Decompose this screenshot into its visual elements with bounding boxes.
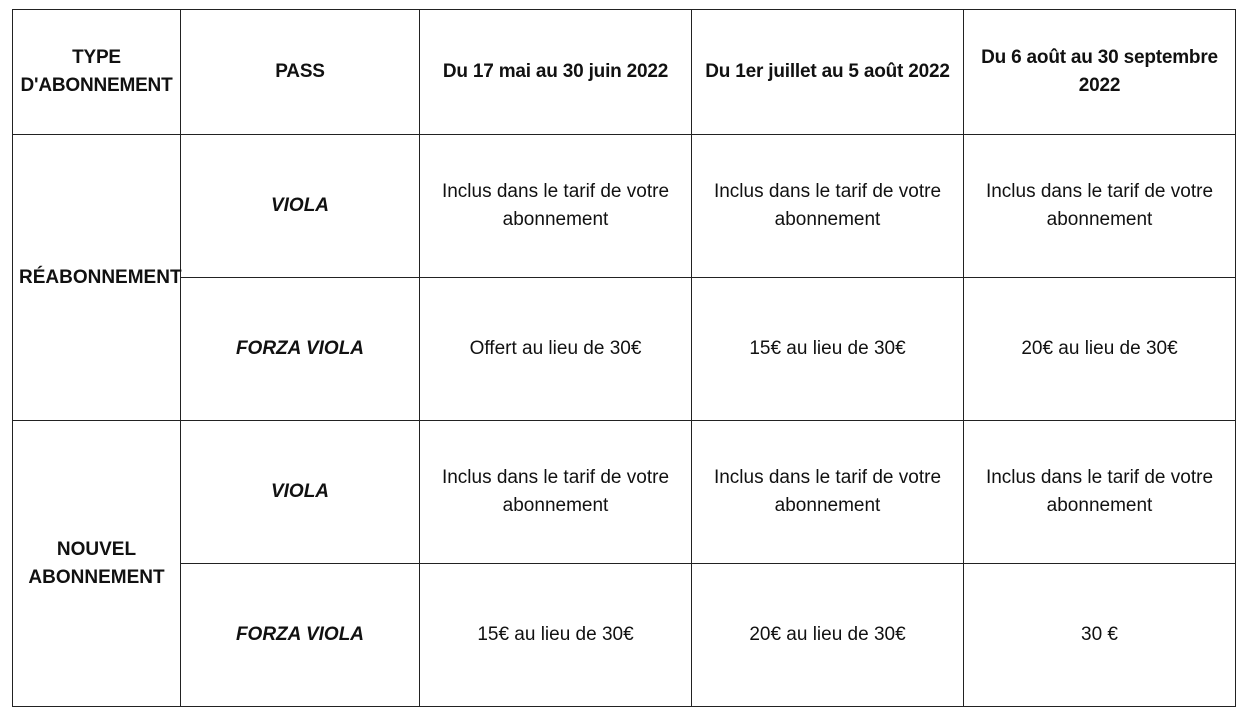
header-type: TYPE D'ABONNEMENT bbox=[13, 10, 181, 135]
price-cell: Offert au lieu de 30€ bbox=[420, 278, 692, 421]
table-row bbox=[13, 278, 1236, 421]
price-cell: Inclus dans le tarif de votre abonnement bbox=[692, 135, 964, 278]
price-cell: 15€ au lieu de 30€ bbox=[420, 564, 692, 707]
header-row bbox=[13, 10, 1236, 135]
table-row bbox=[13, 564, 1236, 707]
type-reabonnement: RÉABONNEMENT bbox=[13, 135, 181, 421]
pass-label: VIOLA bbox=[181, 421, 420, 564]
price-cell: 30 € bbox=[964, 564, 1236, 707]
pass-label: VIOLA bbox=[181, 135, 420, 278]
pass-label: FORZA VIOLA bbox=[181, 564, 420, 707]
price-cell: Inclus dans le tarif de votre abonnement bbox=[692, 421, 964, 564]
price-cell: 15€ au lieu de 30€ bbox=[692, 278, 964, 421]
table-row bbox=[13, 135, 1236, 278]
price-cell: Inclus dans le tarif de votre abonnement bbox=[964, 421, 1236, 564]
price-cell: 20€ au lieu de 30€ bbox=[964, 278, 1236, 421]
header-period-3: Du 6 août au 30 septembre 2022 bbox=[964, 10, 1236, 135]
header-period-1: Du 17 mai au 30 juin 2022 bbox=[420, 10, 692, 135]
price-cell: Inclus dans le tarif de votre abonnement bbox=[964, 135, 1236, 278]
pricing-table bbox=[12, 9, 1236, 707]
header-pass: PASS bbox=[181, 10, 420, 135]
price-cell: Inclus dans le tarif de votre abonnement bbox=[420, 421, 692, 564]
header-period-2: Du 1er juillet au 5 août 2022 bbox=[692, 10, 964, 135]
price-cell: 20€ au lieu de 30€ bbox=[692, 564, 964, 707]
table-row bbox=[13, 421, 1236, 564]
type-nouvel-abonnement: NOUVEL ABONNEMENT bbox=[13, 421, 181, 707]
pass-label: FORZA VIOLA bbox=[181, 278, 420, 421]
price-cell: Inclus dans le tarif de votre abonnement bbox=[420, 135, 692, 278]
